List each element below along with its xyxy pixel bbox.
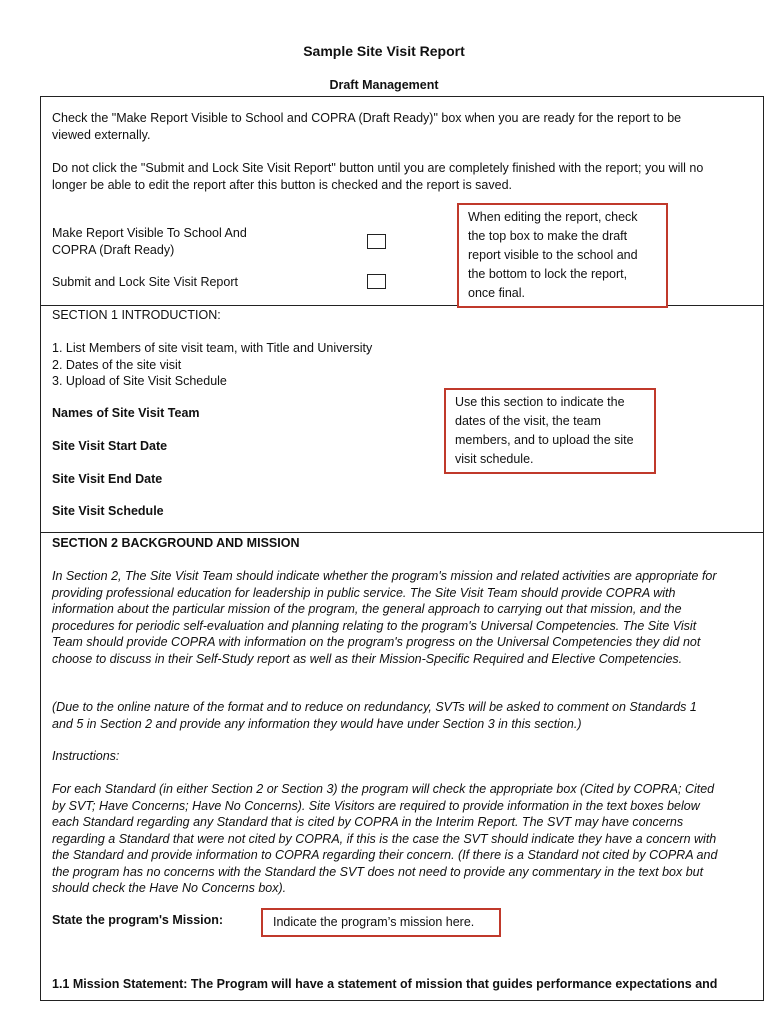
mission-callout: Indicate the program’s mission here. bbox=[261, 908, 501, 937]
instructions-label: Instructions: bbox=[52, 749, 120, 763]
field-label-schedule: Site Visit Schedule bbox=[52, 504, 164, 518]
make-visible-checkbox[interactable] bbox=[367, 234, 386, 249]
submit-lock-checkbox[interactable] bbox=[367, 274, 386, 289]
report-title: Sample Site Visit Report bbox=[303, 43, 465, 59]
list-item: 1. List Members of site visit team, with Title and University bbox=[52, 341, 373, 355]
draft-callout: When editing the report, check the top box to make the draft report visible to the school and the bottom to lock the report, once final. bbox=[457, 203, 668, 308]
section-1-callout: Use this section to indicate the dates of the visit, the team members, and to upload the site visit schedule. bbox=[444, 388, 656, 474]
field-label-start-date: Site Visit Start Date bbox=[52, 439, 168, 453]
field-label-end-date: Site Visit End Date bbox=[52, 472, 163, 486]
section-1-introduction bbox=[41, 306, 763, 533]
section-1-list bbox=[52, 340, 712, 390]
report-frame bbox=[40, 96, 764, 1001]
section-1-heading: SECTION 1 INTRODUCTION: bbox=[52, 308, 221, 322]
make-visible-label: Make Report Visible To School And COPRA (Draft Ready) bbox=[52, 226, 247, 257]
draft-management-section bbox=[41, 97, 763, 306]
section-2-paragraph-1: In Section 2, The Site Visit Team should indicate whether the program's mission and related activities are appropriate for providing professional education for leadership in public service. The Site Visit Team should provide COPRA with information about the particular mission of the program, the general approach to carrying out that mission, and the procedures for periodic self-evaluation and planning relating to the program's Universal Competencies. The Site Visit Team should provide COPRA with information on the program's progress on the Universal Competencies they did not choose to discuss in their Self-Study report as well as their Mission-Specific Required and Elective Competencies. bbox=[52, 569, 717, 666]
mission-statement-standard: 1.1 Mission Statement: The Program will have a statement of mission that guides performance expectations and bbox=[52, 977, 718, 991]
draft-instruction-visible: Check the "Make Report Visible to School and COPRA (Draft Ready)" box when you are ready for the report to be viewed externally. bbox=[52, 111, 682, 142]
submit-lock-label: Submit and Lock Site Visit Report bbox=[52, 275, 238, 289]
list-item: 3. Upload of Site Visit Schedule bbox=[52, 374, 227, 388]
section-2-background-mission bbox=[41, 533, 763, 1002]
draft-instruction-lock: Do not click the "Submit and Lock Site Visit Report" button until you are completely finished with the report; you will no longer be able to edit the report after this button is checked and the report is saved. bbox=[52, 161, 704, 192]
list-item: 2. Dates of the site visit bbox=[52, 357, 182, 372]
field-label-team-names: Names of Site Visit Team bbox=[52, 406, 200, 420]
report-subtitle: Draft Management bbox=[329, 78, 439, 92]
section-2-paragraph-3: For each Standard (in either Section 2 or Section 3) the program will check the appropriate box (Cited by COPRA; Cited by SVT; Have Concerns; Have No Concerns). Site Visitors are required to provide information in the text boxes below each Standard regarding any Standard that is cited by COPRA in the Interim Report. The SVT may have concerns regarding a Standard that were not cited by COPRA, if this is the case the SVT should indicate they have a concern with the Standard and provide information to COPRA regarding their concern. (If there is a Standard not cited by COPRA and the program has no concerns with the Standard the SVT does not need to provide any commentary in the text box but should check the Have No Concerns box). bbox=[52, 782, 718, 895]
section-2-heading: SECTION 2 BACKGROUND AND MISSION bbox=[52, 536, 300, 550]
section-2-paragraph-2: (Due to the online nature of the format and to reduce on redundancy, SVTs will be asked to comment on Standards 1 and 5 in Section 2 and provide any information they would have under Section 3 in this section.) bbox=[52, 700, 697, 731]
mission-label: State the program's Mission: bbox=[52, 913, 224, 927]
